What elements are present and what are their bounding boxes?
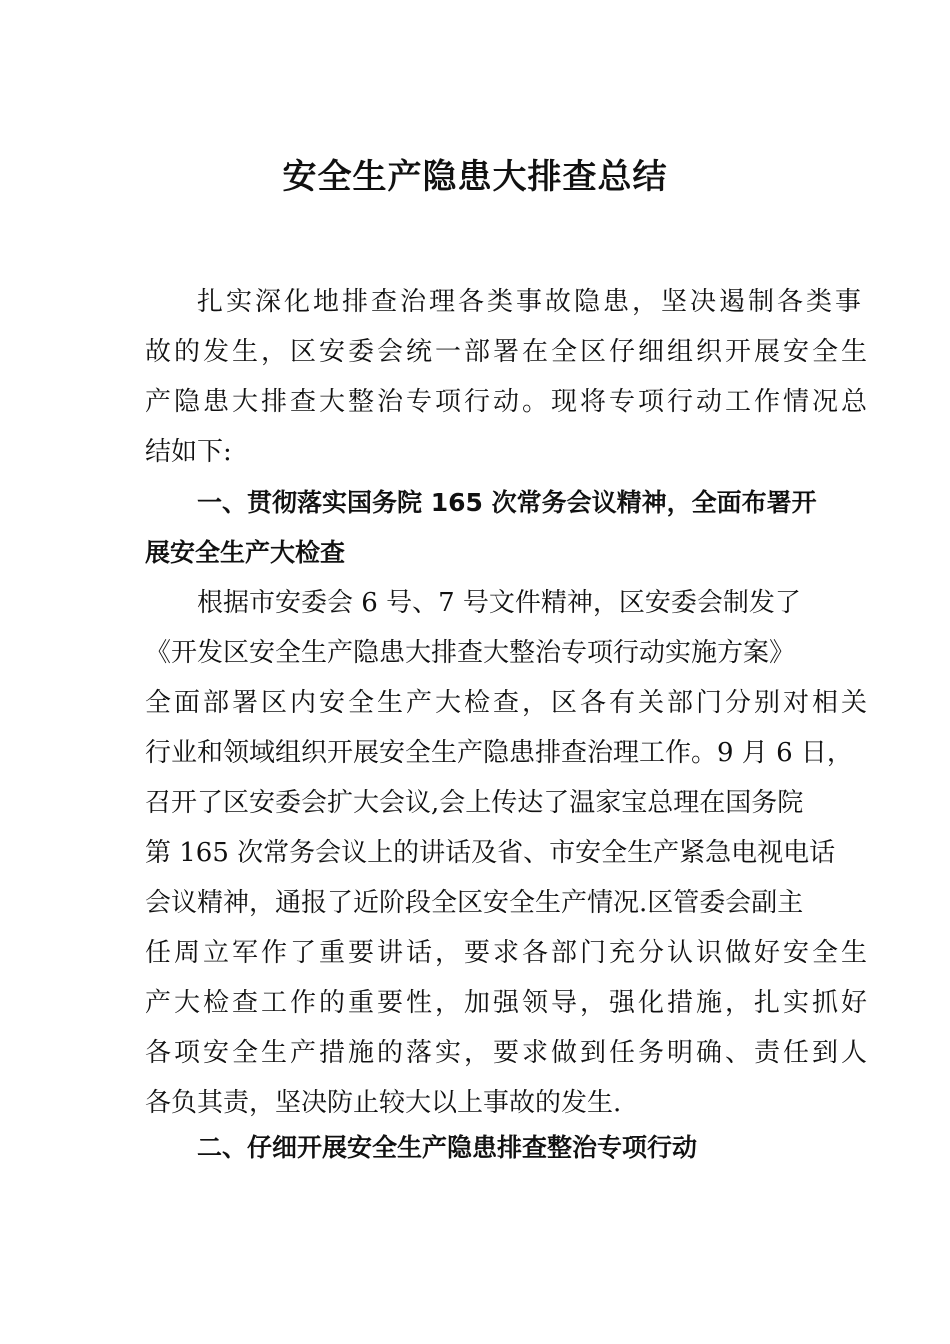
body-line-3: 产隐患大排查大整治专项行动。现将专项行动工作情况总: [145, 387, 871, 417]
body-line-1: 扎实深化地排查治理各类事故隐患，坚决遏制各类事: [197, 287, 865, 317]
body-line-11: 会议精神，通报了近阶段全区安全生产情况.区管委会副主: [145, 888, 804, 918]
body-line-13: 产大检查工作的重要性，加强领导，强化措施，扎实抓好: [145, 988, 871, 1018]
body-line-8: 行业和领域组织开展安全生产隐患排查治理工作。9 月 6 日，: [145, 738, 853, 768]
body-line-12: 任周立军作了重要讲话，要求各部门充分认识做好安全生: [145, 938, 871, 968]
body-line-7: 全面部署区内安全生产大检查，区各有关部门分别对相关: [145, 688, 871, 718]
body-line-4: 结如下:: [145, 437, 232, 467]
section-heading-1: 一、贯彻落实国务院 165 次常务会议精神，全面布署开: [197, 488, 817, 517]
section-heading-1-cont: 展安全生产大检查: [145, 538, 346, 567]
body-line-14: 各项安全生产措施的落实，要求做到任务明确、责任到人: [145, 1038, 871, 1068]
body-line-15: 各负其责，坚决防止较大以上事故的发生.: [145, 1088, 622, 1118]
section-heading-2: 二、仔细开展安全生产隐患排查整治专项行动: [197, 1133, 698, 1162]
body-line-10: 第 165 次常务会议上的讲话及省、市安全生产紧急电视电话: [145, 838, 836, 868]
body-line-9: 召开了区安委会扩大会议,会上传达了温家宝总理在国务院: [145, 788, 804, 818]
body-line-6: 《开发区安全生产隐患大排查大整治专项行动实施方案》: [145, 638, 796, 668]
body-line-2: 故的发生，区安委会统一部署在全区仔细组织开展安全生: [145, 337, 871, 367]
body-line-5: 根据市安委会 6 号、7 号文件精神，区安委会制发了: [197, 588, 801, 618]
document-title: 安全生产隐患大排查总结: [282, 157, 668, 197]
